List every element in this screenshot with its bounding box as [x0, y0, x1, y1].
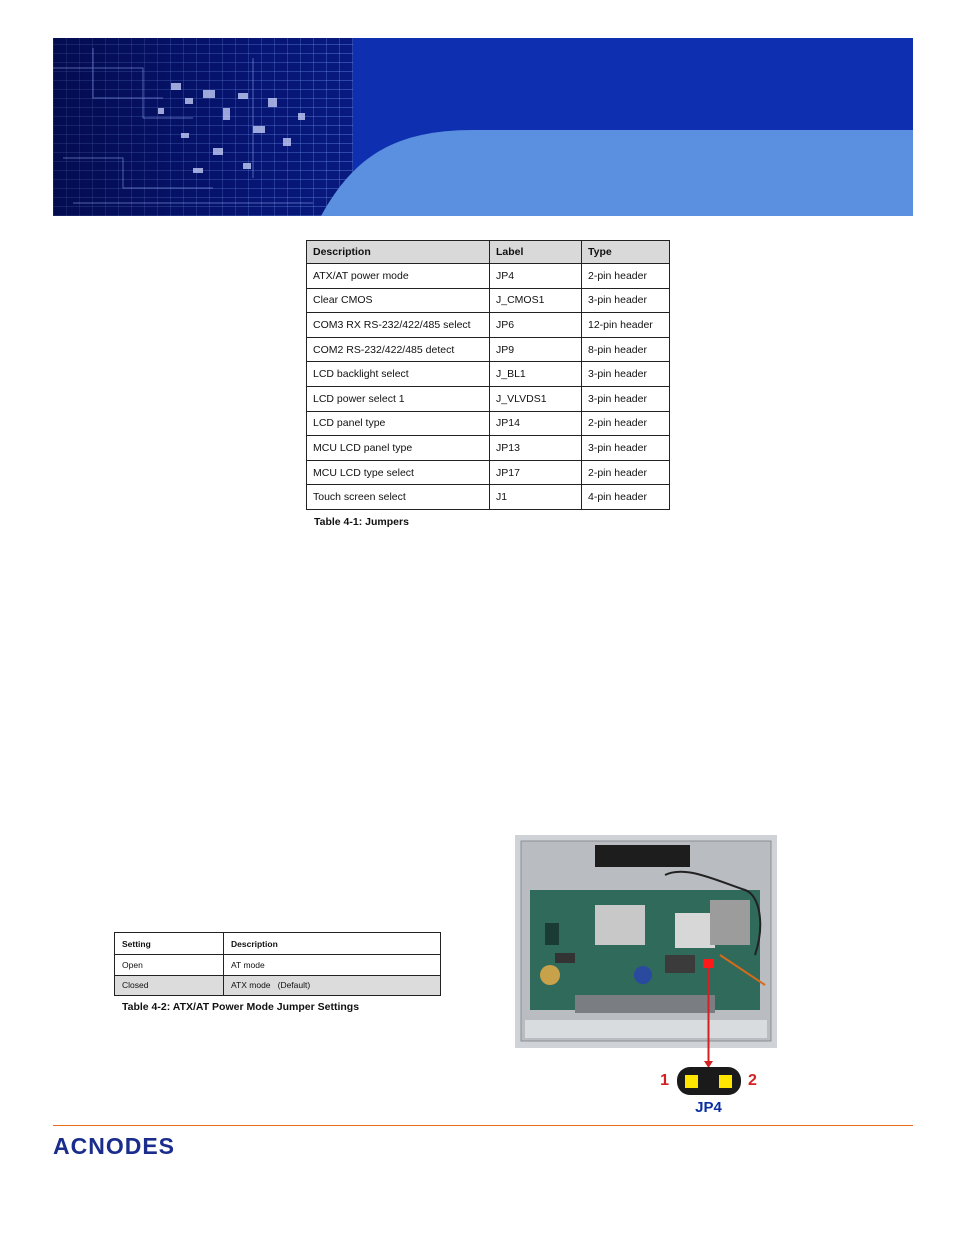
cell-label: JP14: [490, 411, 582, 436]
cell-label: JP4: [490, 264, 582, 289]
cell-setting: Open: [115, 955, 224, 976]
jumper-name-label: JP4: [695, 1099, 722, 1116]
pin-1-label: 1: [660, 1072, 669, 1089]
cell-description: Clear CMOS: [307, 288, 490, 313]
header-banner: [53, 38, 913, 216]
cell-type: 3-pin header: [582, 436, 670, 461]
company-logo: ACNODES: [53, 1133, 176, 1159]
cell-type: 2-pin header: [582, 411, 670, 436]
table-row: [307, 386, 670, 411]
cell-label: JP17: [490, 460, 582, 485]
cell-label: JP6: [490, 313, 582, 338]
board-photo-figure: [515, 835, 777, 1117]
cell-type: 8-pin header: [582, 337, 670, 362]
column-header: Type: [582, 241, 670, 264]
table-row: [307, 411, 670, 436]
cell-label: J_CMOS1: [490, 288, 582, 313]
cell-label: J1: [490, 485, 582, 510]
footer-divider: [53, 1125, 913, 1126]
cell-description: Touch screen select: [307, 485, 490, 510]
table-row: [115, 955, 441, 976]
table-header-row: [307, 241, 670, 264]
table-row: [307, 337, 670, 362]
connector-strip: [595, 845, 690, 867]
table-row: [115, 975, 441, 996]
cell-label: JP9: [490, 337, 582, 362]
table-row: [307, 362, 670, 387]
cell-type: 3-pin header: [582, 386, 670, 411]
cell-type: 3-pin header: [582, 362, 670, 387]
table-row: [307, 436, 670, 461]
cell-type: 12-pin header: [582, 313, 670, 338]
settings-table: [114, 932, 441, 996]
cell-description: MCU LCD panel type: [307, 436, 490, 461]
column-header: Setting: [115, 933, 224, 955]
pin-2: [719, 1075, 732, 1088]
table-caption: Table 4-1: Jumpers: [314, 516, 409, 528]
banner-curve-shape: [53, 38, 913, 216]
cell-description: LCD backlight select: [307, 362, 490, 387]
pin-2-label: 2: [748, 1072, 757, 1089]
cell-type: 3-pin header: [582, 288, 670, 313]
cell-description: ATX mode (Default): [224, 975, 441, 996]
cell-setting: Closed: [115, 975, 224, 996]
cell-description: MCU LCD type select: [307, 460, 490, 485]
cell-description: LCD panel type: [307, 411, 490, 436]
cell-type: 4-pin header: [582, 485, 670, 510]
cell-description: COM2 RS-232/422/485 detect: [307, 337, 490, 362]
table-header-row: [115, 933, 441, 955]
cell-label: JP13: [490, 436, 582, 461]
column-header: Label: [490, 241, 582, 264]
cell-type: 2-pin header: [582, 460, 670, 485]
cell-type: 2-pin header: [582, 264, 670, 289]
cell-description: COM3 RX RS-232/422/485 select: [307, 313, 490, 338]
table-caption: Table 4-2: ATX/AT Power Mode Jumper Settings: [122, 1001, 360, 1013]
cell-description: LCD power select 1: [307, 386, 490, 411]
table-row: [307, 460, 670, 485]
table-row: [307, 288, 670, 313]
pin-1: [685, 1075, 698, 1088]
column-header: Description: [224, 933, 441, 955]
table-row: [307, 264, 670, 289]
cell-description: ATX/AT power mode: [307, 264, 490, 289]
cell-label: J_VLVDS1: [490, 386, 582, 411]
table-row: [307, 313, 670, 338]
cell-label: J_BL1: [490, 362, 582, 387]
jumpers-table: [306, 240, 670, 510]
table-row: [307, 485, 670, 510]
column-header: Description: [307, 241, 490, 264]
jp4-location-marker: [703, 959, 714, 968]
cell-description: AT mode: [224, 955, 441, 976]
